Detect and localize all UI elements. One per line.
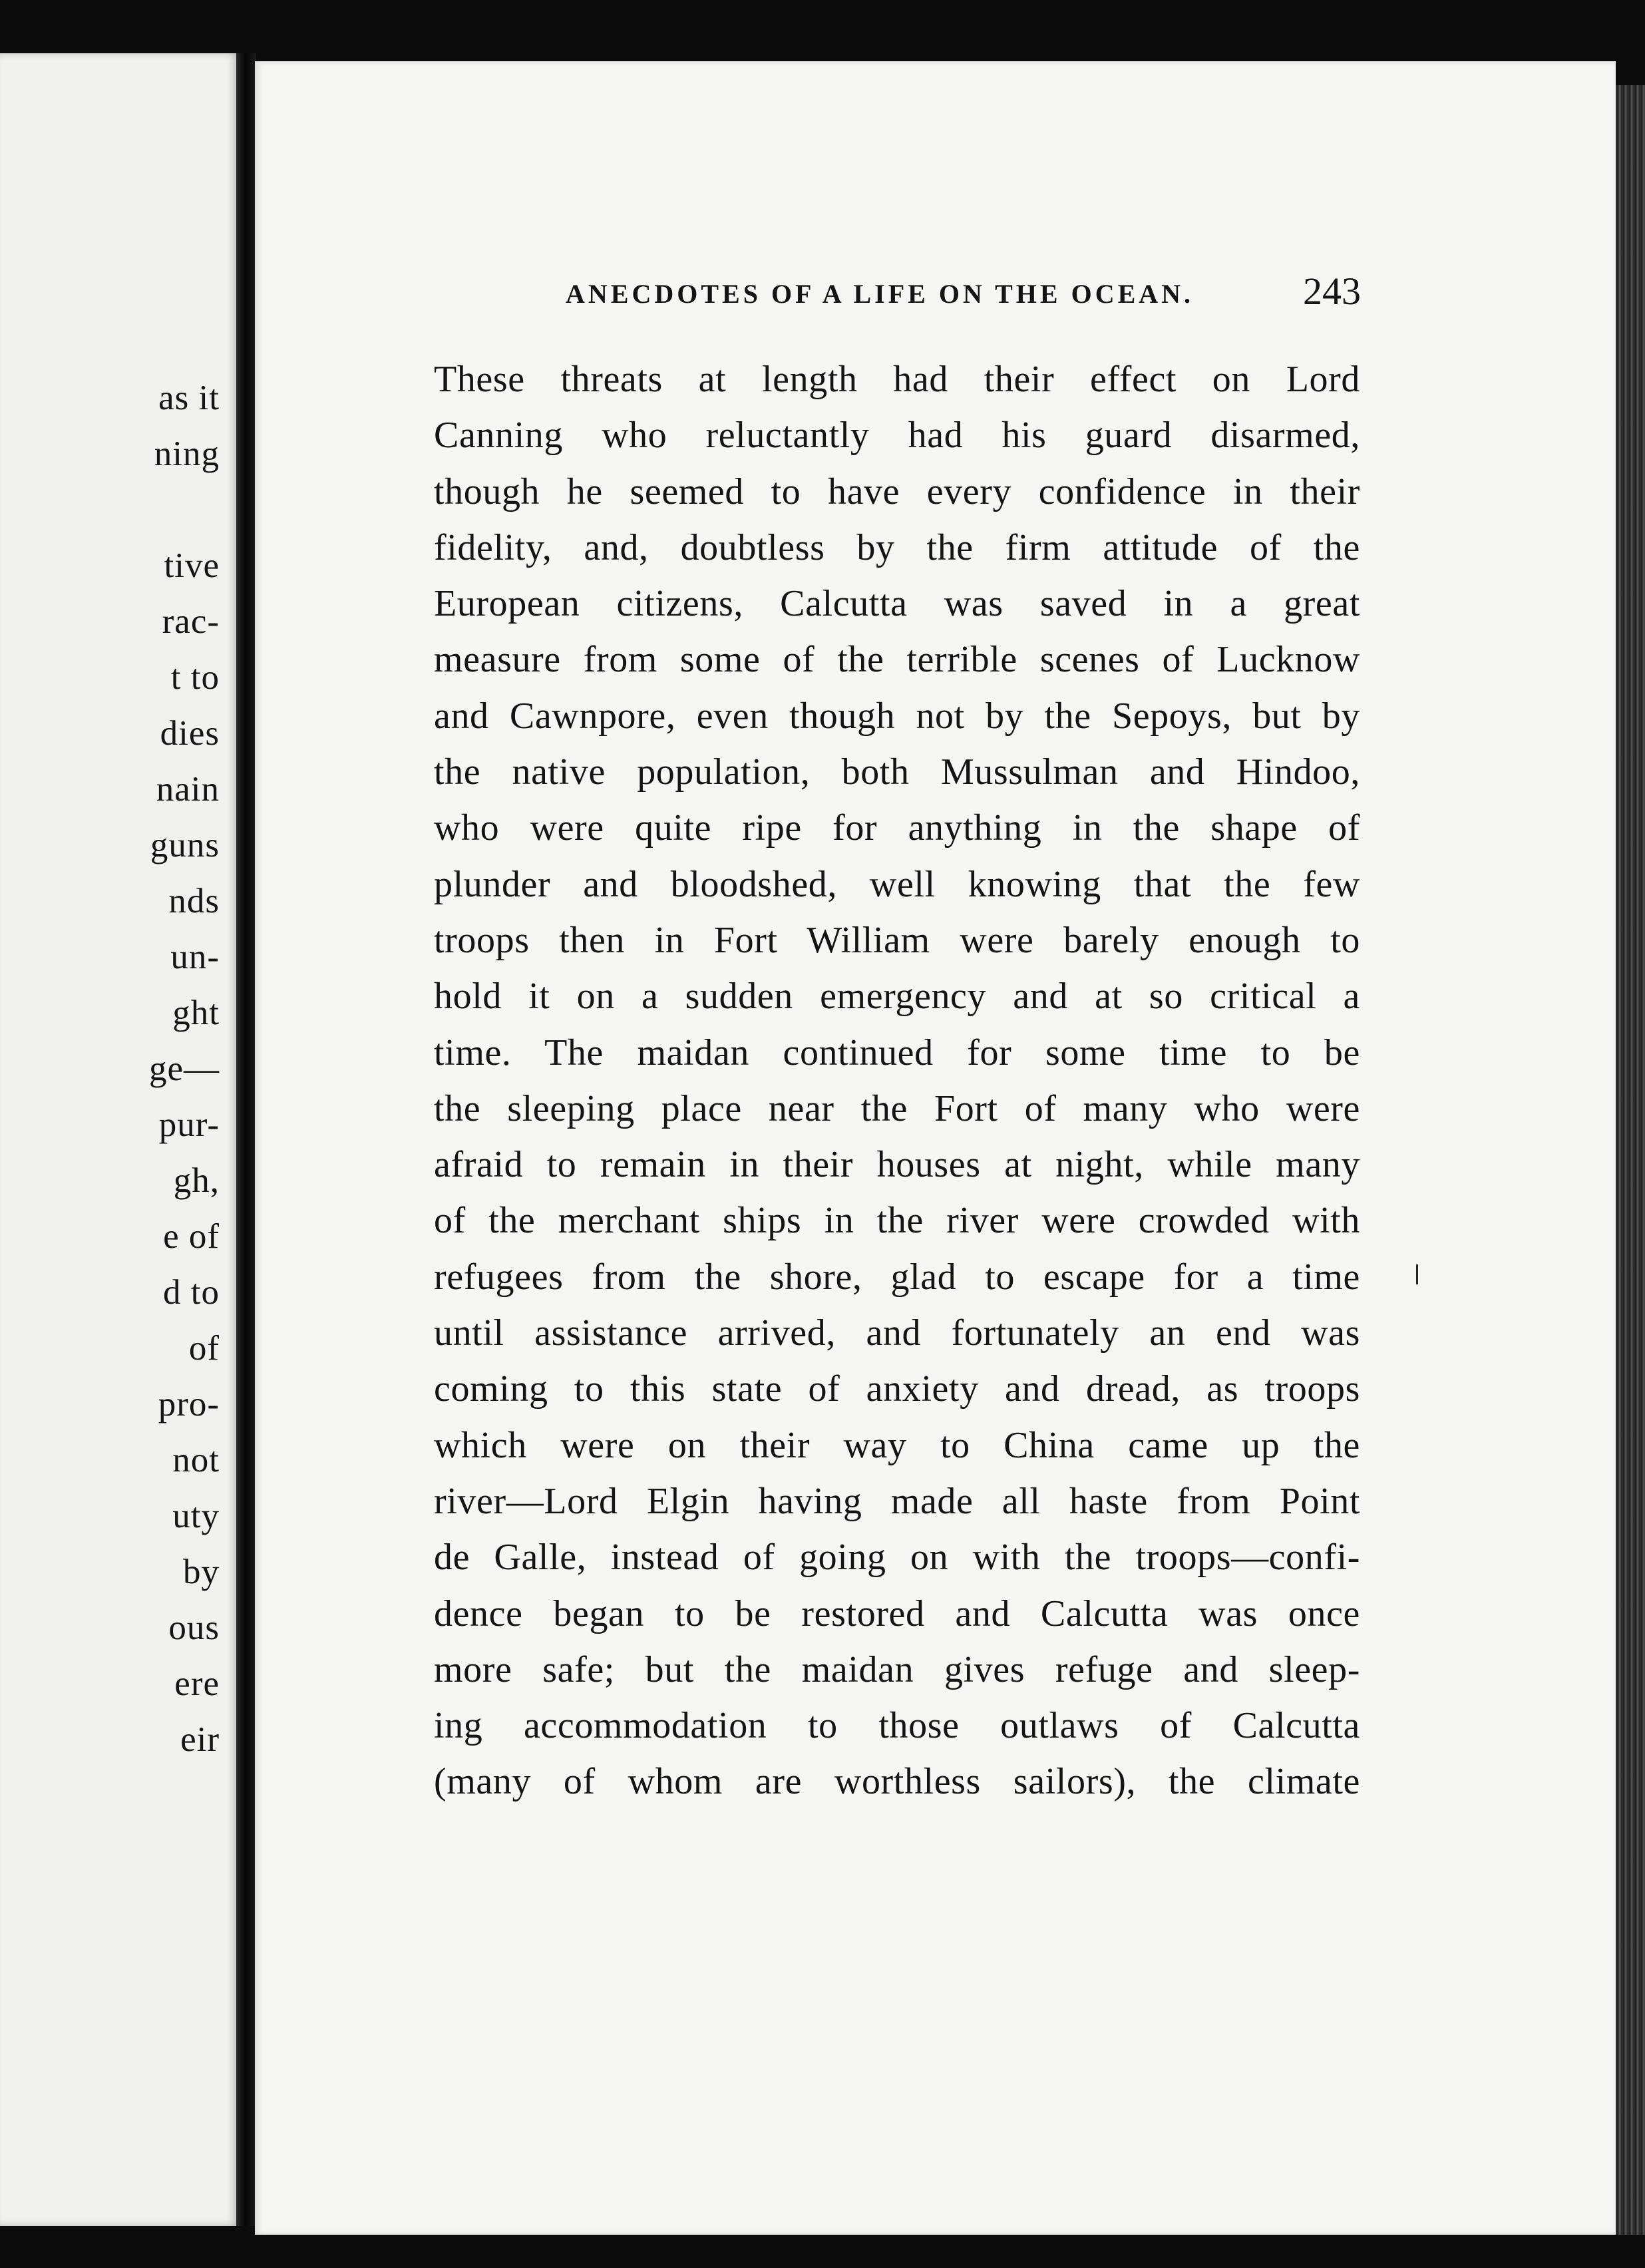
facing-page-line: ght	[172, 994, 220, 1032]
facing-page-line: ous	[168, 1608, 220, 1647]
facing-page-line: nain	[156, 770, 220, 809]
text-line: ing accommodation to those outlaws of Calcutta	[434, 1705, 1360, 1747]
text-line: (many of whom are worthless sailors), the climate	[434, 1761, 1360, 1803]
facing-page-line: e of	[163, 1217, 220, 1256]
text-line: fidelity, and, doubtless by the firm attitude of the	[434, 526, 1360, 568]
text-line: hold it on a sudden emergency and at so critical a	[434, 976, 1360, 1018]
text-line: the sleeping place near the Fort of many who were	[434, 1087, 1360, 1129]
text-line: though he seemed to have every confidence in their	[434, 471, 1360, 512]
text-line: which were on their way to China came up the	[434, 1424, 1360, 1466]
facing-page	[0, 53, 240, 2226]
facing-page-line: eir	[180, 1720, 220, 1759]
facing-page-line: ning	[154, 435, 220, 473]
facing-page-line: ere	[174, 1664, 220, 1703]
facing-page-line: tive	[164, 546, 220, 585]
facing-page-line: gh,	[173, 1161, 220, 1200]
text-line: refugees from the shore, glad to escape for a time	[434, 1256, 1360, 1298]
text-line: the native population, both Mussulman and Hindoo,	[434, 751, 1360, 793]
text-line: and Cawnpore, even though not by the Sepoys, but by	[434, 695, 1360, 737]
book-gutter	[236, 53, 256, 2226]
text-line: These threats at length had their effect on Lord	[434, 359, 1360, 400]
stray-ink-mark	[1416, 1264, 1418, 1284]
facing-page-line: d to	[163, 1273, 220, 1312]
text-line: troops then in Fort William were barely enough to	[434, 919, 1360, 961]
running-head	[566, 270, 1361, 326]
text-line: de Galle, instead of going on with the troops—confi-	[434, 1537, 1360, 1579]
text-line: Canning who reluctantly had his guard disarmed,	[434, 415, 1360, 457]
facing-page-line: as it	[158, 379, 220, 417]
facing-page-line: by	[183, 1553, 220, 1591]
text-line: plunder and bloodshed, well knowing that the few	[434, 863, 1360, 905]
text-line: more safe; but the maidan gives refuge and sleep-	[434, 1648, 1360, 1690]
text-line: who were quite ripe for anything in the shape of	[434, 807, 1360, 849]
text-line: of the merchant ships in the river were crowded with	[434, 1200, 1360, 1242]
facing-page-line: not	[172, 1441, 220, 1479]
facing-page-line: pur-	[158, 1105, 220, 1144]
text-line: European citizens, Calcutta was saved in a great	[434, 583, 1360, 625]
facing-page-line: guns	[150, 826, 220, 864]
facing-page-line: ge—	[148, 1049, 220, 1088]
facing-page-line: rac-	[162, 602, 220, 641]
facing-page-line: pro-	[158, 1385, 220, 1423]
page-number: 243	[1303, 270, 1361, 313]
text-line: time. The maidan continued for some time to be	[434, 1032, 1360, 1073]
facing-page-line: uty	[172, 1497, 220, 1535]
text-line: coming to this state of anxiety and dread, as troops	[434, 1368, 1360, 1410]
running-title: ANECDOTES OF A LIFE ON THE OCEAN.	[566, 279, 1194, 309]
text-line: until assistance arrived, and fortunately an end was	[434, 1312, 1360, 1354]
body-text	[434, 351, 1360, 1810]
text-line: dence began to be restored and Calcutta was once	[434, 1593, 1360, 1634]
facing-page-line: dies	[160, 714, 220, 753]
facing-page-line: un-	[170, 938, 220, 976]
text-line: measure from some of the terrible scenes of Lucknow	[434, 639, 1360, 681]
facing-page-line: nds	[168, 882, 220, 920]
text-line: river—Lord Elgin having made all haste from Point	[434, 1480, 1360, 1522]
facing-page-line: t to	[170, 658, 220, 697]
text-line: afraid to remain in their houses at night, while many	[434, 1144, 1360, 1186]
facing-page-line: of	[188, 1329, 220, 1368]
page-edge	[1616, 85, 1645, 2235]
